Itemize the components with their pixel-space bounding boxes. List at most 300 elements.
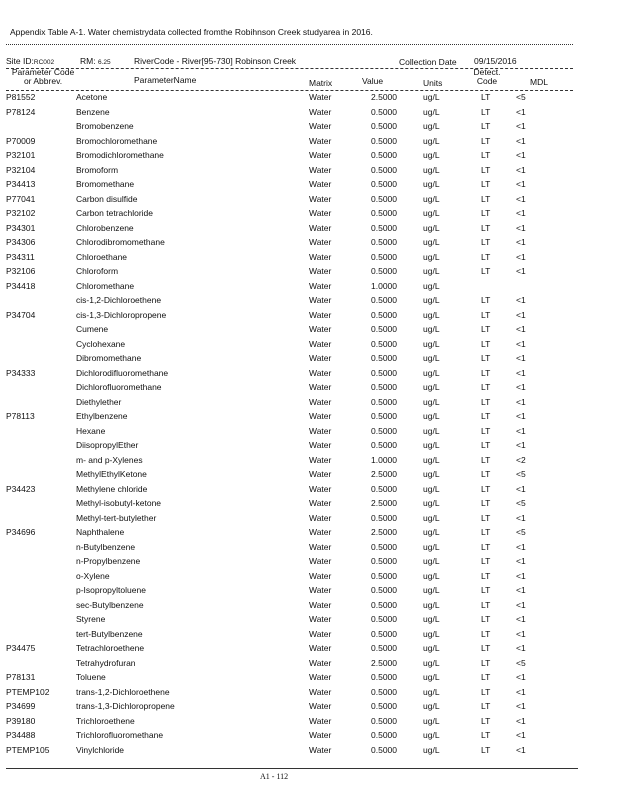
detect-code-cell: LT: [481, 324, 491, 334]
units-cell: ug/L: [423, 744, 440, 755]
units-cell: ug/L: [423, 396, 440, 407]
parameter-name-cell: n-Propylbenzene: [76, 556, 141, 566]
table-row: [0, 324, 618, 339]
parameter-code-cell: P78131: [6, 672, 36, 682]
value-cell: 0.5000: [371, 686, 397, 697]
parameter-name-cell: Methyl-isobutyl-ketone: [76, 498, 162, 508]
units-cell: ug/L: [423, 237, 440, 247]
mdl-cell: <1: [516, 541, 526, 552]
mdl-cell: <1: [516, 338, 526, 349]
detect-header-line1: Detect.: [473, 67, 501, 77]
table-row: [0, 252, 618, 267]
matrix-cell: Water: [309, 324, 332, 334]
column-header-detect: [470, 68, 504, 86]
parameter-name-cell: Trichloroethene: [76, 715, 135, 726]
mdl-cell: <5: [516, 92, 526, 102]
parameter-name-cell: Bromodichloromethane: [76, 150, 164, 160]
river-mile: [80, 56, 111, 66]
mdl-cell: <5: [516, 498, 526, 508]
column-header-name: ParameterName: [134, 75, 197, 85]
mdl-cell: <1: [516, 193, 526, 204]
table-row: [0, 658, 618, 673]
detect-code-cell: LT: [481, 686, 491, 697]
parameter-name-cell: Dibromomethane: [76, 353, 142, 363]
detect-code-cell: LT: [481, 701, 491, 711]
mdl-cell: <1: [516, 425, 526, 436]
mdl-cell: <1: [516, 599, 526, 610]
mdl-cell: <1: [516, 353, 526, 363]
parameter-name-cell: Chlorobenzene: [76, 222, 134, 233]
data-table: [0, 92, 618, 759]
mdl-cell: <1: [516, 251, 526, 262]
matrix-cell: Water: [309, 715, 332, 726]
units-cell: ug/L: [423, 353, 440, 363]
parameter-code-cell: P34333: [6, 367, 36, 378]
parameter-name-cell: Tetrachloroethene: [76, 643, 145, 653]
mdl-cell: <1: [516, 309, 526, 320]
value-cell: 0.5000: [371, 556, 397, 566]
matrix-cell: Water: [309, 106, 332, 117]
detect-code-cell: LT: [481, 440, 491, 450]
mdl-cell: <1: [516, 556, 526, 566]
parameter-name-cell: Carbon tetrachloride: [76, 208, 154, 218]
value-cell: 0.5000: [371, 730, 397, 740]
mdl-cell: <1: [516, 295, 526, 305]
units-cell: ug/L: [423, 179, 440, 189]
parameter-name-cell: Dichlorodifluoromethane: [76, 367, 169, 378]
parameter-code-cell: P34413: [6, 179, 36, 189]
matrix-cell: Water: [309, 440, 332, 450]
detect-code-cell: LT: [481, 556, 491, 566]
value-cell: 0.5000: [371, 237, 397, 247]
detect-code-cell: LT: [481, 570, 491, 581]
value-cell: 0.5000: [371, 396, 397, 407]
units-cell: ug/L: [423, 382, 440, 392]
matrix-cell: Water: [309, 367, 332, 378]
detect-code-cell: LT: [481, 222, 491, 233]
footer-rule: [6, 768, 578, 769]
units-cell: ug/L: [423, 106, 440, 117]
value-cell: 0.5000: [371, 425, 397, 436]
mdl-cell: <1: [516, 744, 526, 755]
units-cell: ug/L: [423, 338, 440, 349]
detect-code-cell: LT: [481, 498, 491, 508]
detect-code-cell: LT: [481, 744, 491, 755]
parameter-code-cell: P39180: [6, 715, 36, 726]
detect-code-cell: LT: [481, 193, 491, 204]
mdl-cell: <1: [516, 628, 526, 639]
units-cell: ug/L: [423, 585, 440, 595]
value-cell: 0.5000: [371, 382, 397, 392]
parameter-name-cell: n-Butylbenzene: [76, 541, 136, 552]
table-row: [0, 426, 618, 441]
detect-code-cell: LT: [481, 92, 491, 102]
column-header-value: Value: [362, 76, 384, 86]
mdl-cell: <1: [516, 483, 526, 494]
units-cell: ug/L: [423, 672, 440, 682]
table-row: [0, 411, 618, 426]
parameter-name-cell: cis-1,3-Dichloropropene: [76, 309, 167, 320]
units-cell: ug/L: [423, 193, 440, 204]
units-cell: ug/L: [423, 367, 440, 378]
matrix-cell: Water: [309, 643, 332, 653]
column-header-code: [8, 68, 78, 86]
parameter-code-cell: P77041: [6, 193, 36, 204]
value-cell: 2.5000: [371, 657, 397, 668]
table-row: [0, 556, 618, 571]
matrix-cell: Water: [309, 527, 332, 537]
table-row: [0, 527, 618, 542]
table-row: [0, 629, 618, 644]
mdl-cell: <1: [516, 367, 526, 378]
matrix-cell: Water: [309, 164, 332, 175]
parameter-name-cell: Chloroform: [76, 266, 119, 276]
parameter-code-cell: P78113: [6, 411, 35, 421]
table-row: [0, 92, 618, 107]
site-id-value: RC002: [33, 59, 55, 66]
parameter-code-cell: P81552: [6, 92, 36, 102]
mdl-cell: <1: [516, 150, 526, 160]
matrix-cell: Water: [309, 512, 332, 523]
parameter-code-cell: P32101: [6, 150, 36, 160]
column-header-matrix: Matrix: [309, 78, 333, 88]
table-row: [0, 121, 618, 136]
table-row: [0, 484, 618, 499]
site-id-label: Site ID:: [6, 56, 34, 66]
matrix-cell: Water: [309, 411, 332, 421]
matrix-cell: Water: [309, 280, 332, 291]
parameter-name-cell: Diethylether: [76, 396, 122, 407]
table-row: [0, 643, 618, 658]
table-row: [0, 353, 618, 368]
rm-label: RM:: [80, 56, 96, 66]
parameter-code-cell: PTEMP102: [6, 686, 50, 697]
value-cell: 0.5000: [371, 251, 397, 262]
value-cell: 0.5000: [371, 570, 397, 581]
mdl-cell: <1: [516, 585, 526, 595]
value-cell: 0.5000: [371, 715, 397, 726]
parameter-name-cell: Methyl-tert-butylether: [76, 512, 157, 523]
mdl-cell: <1: [516, 701, 526, 711]
parameter-name-cell: Acetone: [76, 92, 108, 102]
mdl-cell: <1: [516, 686, 526, 697]
mdl-cell: <1: [516, 411, 526, 421]
matrix-cell: Water: [309, 599, 332, 610]
detect-code-cell: LT: [481, 411, 491, 421]
detect-code-cell: LT: [481, 396, 491, 407]
value-cell: 0.5000: [371, 585, 397, 595]
detect-code-cell: LT: [481, 541, 491, 552]
parameter-code-cell: P34699: [6, 701, 36, 711]
detect-code-cell: LT: [481, 179, 491, 189]
mdl-cell: <1: [516, 643, 526, 653]
table-row: [0, 165, 618, 180]
matrix-cell: Water: [309, 686, 332, 697]
matrix-cell: Water: [309, 251, 332, 262]
parameter-name-cell: Dichlorofluoromethane: [76, 382, 162, 392]
units-cell: ug/L: [423, 498, 440, 508]
units-cell: ug/L: [423, 701, 440, 711]
parameter-name-cell: Trichlorofluoromethane: [76, 730, 164, 740]
units-cell: ug/L: [423, 454, 440, 465]
page-title: Appendix Table A-1. Water chemistrydata collected fromthe Robihnson Creek studyarea in 2016.: [10, 27, 373, 37]
value-cell: 1.0000: [371, 454, 397, 465]
collection-date-label: Collection Date: [399, 57, 457, 67]
parameter-name-cell: sec-Butylbenzene: [76, 599, 144, 610]
units-cell: ug/L: [423, 614, 440, 624]
value-cell: 1.0000: [371, 280, 397, 291]
river-code: RiverCode - River[95-730] Robinson Creek: [134, 56, 297, 66]
value-cell: 0.5000: [371, 614, 397, 624]
value-cell: 0.5000: [371, 367, 397, 378]
matrix-cell: Water: [309, 483, 332, 494]
units-cell: ug/L: [423, 527, 440, 537]
units-cell: ug/L: [423, 657, 440, 668]
detect-code-cell: LT: [481, 657, 491, 668]
units-cell: ug/L: [423, 121, 440, 131]
detect-code-cell: LT: [481, 469, 491, 479]
detect-code-cell: LT: [481, 295, 491, 305]
parameter-name-cell: Bromomethane: [76, 179, 135, 189]
value-cell: 0.5000: [371, 440, 397, 450]
value-cell: 0.5000: [371, 295, 397, 305]
parameter-code-cell: P34475: [6, 643, 36, 653]
value-cell: 0.5000: [371, 309, 397, 320]
value-cell: 0.5000: [371, 338, 397, 349]
detect-code-cell: LT: [481, 338, 491, 349]
table-row: [0, 237, 618, 252]
table-row: [0, 571, 618, 586]
matrix-cell: Water: [309, 614, 332, 624]
detect-code-cell: LT: [481, 643, 491, 653]
units-cell: ug/L: [423, 425, 440, 436]
table-row: [0, 542, 618, 557]
value-cell: 0.5000: [371, 353, 397, 363]
parameter-name-cell: Chloromethane: [76, 280, 135, 291]
value-cell: 0.5000: [371, 324, 397, 334]
matrix-cell: Water: [309, 454, 332, 465]
table-row: [0, 513, 618, 528]
parameter-name-cell: Carbon disulfide: [76, 193, 138, 204]
mdl-cell: <1: [516, 135, 526, 146]
table-row: [0, 266, 618, 281]
detect-code-cell: LT: [481, 106, 491, 117]
parameter-code-cell: P34488: [6, 730, 36, 740]
units-cell: ug/L: [423, 295, 440, 305]
table-row: [0, 194, 618, 209]
value-cell: 2.5000: [371, 92, 397, 102]
parameter-code-cell: P70009: [6, 135, 36, 146]
mdl-cell: <1: [516, 396, 526, 407]
table-row: [0, 469, 618, 484]
units-cell: ug/L: [423, 411, 440, 421]
detect-code-cell: LT: [481, 382, 491, 392]
mdl-cell: <1: [516, 164, 526, 175]
value-cell: 0.5000: [371, 193, 397, 204]
mdl-cell: <1: [516, 570, 526, 581]
units-cell: ug/L: [423, 512, 440, 523]
units-cell: ug/L: [423, 222, 440, 233]
value-cell: 0.5000: [371, 701, 397, 711]
detect-code-cell: LT: [481, 454, 491, 465]
mdl-cell: <1: [516, 179, 526, 189]
parameter-name-cell: Bromochloromethane: [76, 135, 158, 146]
matrix-cell: Water: [309, 556, 332, 566]
value-cell: 0.5000: [371, 135, 397, 146]
detect-code-cell: LT: [481, 121, 491, 131]
matrix-cell: Water: [309, 121, 332, 131]
detect-code-cell: LT: [481, 266, 491, 276]
value-cell: 0.5000: [371, 411, 397, 421]
value-cell: 0.5000: [371, 672, 397, 682]
detect-code-cell: LT: [481, 483, 491, 494]
matrix-cell: Water: [309, 744, 332, 755]
mdl-cell: <1: [516, 382, 526, 392]
matrix-cell: Water: [309, 657, 332, 668]
matrix-cell: Water: [309, 541, 332, 552]
table-row: [0, 136, 618, 151]
value-cell: 0.5000: [371, 541, 397, 552]
parameter-name-cell: MethylEthylKetone: [76, 469, 147, 479]
matrix-cell: Water: [309, 222, 332, 233]
page-number: A1 - 112: [260, 772, 289, 781]
column-header-units: Units: [423, 78, 443, 88]
parameter-code-cell: P34418: [6, 280, 36, 291]
matrix-cell: Water: [309, 237, 332, 247]
parameter-name-cell: Ethylbenzene: [76, 411, 128, 421]
value-cell: 0.5000: [371, 106, 397, 117]
parameter-name-cell: p-Isopropyltoluene: [76, 585, 146, 595]
code-header-line2: or Abbrev.: [23, 76, 63, 86]
detect-code-cell: LT: [481, 150, 491, 160]
units-cell: ug/L: [423, 208, 440, 218]
detect-code-cell: LT: [481, 425, 491, 436]
units-cell: ug/L: [423, 440, 440, 450]
detect-header-line2: Code: [476, 76, 498, 86]
parameter-name-cell: trans-1,3-Dichloropropene: [76, 701, 175, 711]
units-cell: ug/L: [423, 686, 440, 697]
parameter-name-cell: Cumene: [76, 324, 109, 334]
detect-code-cell: LT: [481, 309, 491, 320]
value-cell: 0.5000: [371, 222, 397, 233]
matrix-cell: Water: [309, 396, 332, 407]
mdl-cell: <1: [516, 614, 526, 624]
parameter-name-cell: Toluene: [76, 672, 106, 682]
detect-code-cell: LT: [481, 527, 491, 537]
value-cell: 0.5000: [371, 628, 397, 639]
detect-code-cell: LT: [481, 628, 491, 639]
matrix-cell: Water: [309, 628, 332, 639]
mdl-cell: <1: [516, 266, 526, 276]
table-row: [0, 614, 618, 629]
matrix-cell: Water: [309, 353, 332, 363]
table-row: [0, 701, 618, 716]
table-row: [0, 295, 618, 310]
mdl-cell: <1: [516, 237, 526, 247]
units-cell: ug/L: [423, 309, 440, 320]
code-header-line1: Parameter Code: [11, 67, 75, 77]
parameter-name-cell: m- and p-Xylenes: [76, 454, 143, 465]
parameter-name-cell: Styrene: [76, 614, 106, 624]
value-cell: 0.5000: [371, 179, 397, 189]
table-row: [0, 440, 618, 455]
table-row: [0, 150, 618, 165]
table-row: [0, 455, 618, 470]
units-cell: ug/L: [423, 150, 440, 160]
table-row: [0, 339, 618, 354]
table-row: [0, 368, 618, 383]
parameter-name-cell: Chlorodibromomethane: [76, 237, 165, 247]
parameter-name-cell: DiisopropylEther: [76, 440, 139, 450]
parameter-name-cell: Chloroethane: [76, 251, 128, 262]
detect-code-cell: LT: [481, 164, 491, 175]
mdl-cell: <5: [516, 657, 526, 668]
mdl-cell: <1: [516, 730, 526, 740]
mdl-cell: <1: [516, 121, 526, 131]
table-row: [0, 585, 618, 600]
parameter-name-cell: Tetrahydrofuran: [76, 657, 136, 668]
collection-date-value: 09/15/2016: [474, 56, 517, 66]
matrix-cell: Water: [309, 193, 332, 204]
table-row: [0, 498, 618, 513]
units-cell: ug/L: [423, 164, 440, 175]
parameter-name-cell: Cyclohexane: [76, 338, 126, 349]
table-row: [0, 600, 618, 615]
matrix-cell: Water: [309, 92, 332, 102]
detect-code-cell: LT: [481, 672, 491, 682]
table-row: [0, 745, 618, 760]
units-cell: ug/L: [423, 556, 440, 566]
matrix-cell: Water: [309, 498, 332, 508]
parameter-name-cell: Naphthalene: [76, 527, 125, 537]
parameter-code-cell: P32102: [6, 208, 36, 218]
units-cell: ug/L: [423, 483, 440, 494]
parameter-name-cell: Bromoform: [76, 164, 119, 175]
units-cell: ug/L: [423, 251, 440, 262]
table-row: [0, 730, 618, 745]
matrix-cell: Water: [309, 179, 332, 189]
table-row: [0, 672, 618, 687]
value-cell: 0.5000: [371, 744, 397, 755]
mdl-cell: <1: [516, 208, 526, 218]
rm-value: 6.25: [97, 59, 111, 66]
units-cell: ug/L: [423, 643, 440, 653]
parameter-code-cell: P78124: [6, 106, 36, 117]
table-row: [0, 281, 618, 296]
units-cell: ug/L: [423, 324, 440, 334]
column-header-mdl: MDL: [530, 77, 548, 87]
detect-code-cell: LT: [481, 367, 491, 378]
matrix-cell: Water: [309, 570, 332, 581]
mdl-cell: <1: [516, 440, 526, 450]
detect-code-cell: LT: [481, 585, 491, 595]
site-id: [6, 56, 54, 66]
detect-code-cell: LT: [481, 599, 491, 610]
value-cell: 0.5000: [371, 599, 397, 610]
matrix-cell: Water: [309, 266, 332, 276]
title-divider: [6, 44, 573, 45]
units-cell: ug/L: [423, 715, 440, 726]
table-row: [0, 208, 618, 223]
mdl-cell: <2: [516, 454, 526, 465]
units-cell: ug/L: [423, 266, 440, 276]
detect-code-cell: LT: [481, 730, 491, 740]
parameter-name-cell: Bromobenzene: [76, 121, 134, 131]
parameter-name-cell: Vinylchloride: [76, 744, 125, 755]
units-cell: ug/L: [423, 541, 440, 552]
matrix-cell: Water: [309, 295, 332, 305]
parameter-name-cell: trans-1,2-Dichloroethene: [76, 686, 170, 697]
